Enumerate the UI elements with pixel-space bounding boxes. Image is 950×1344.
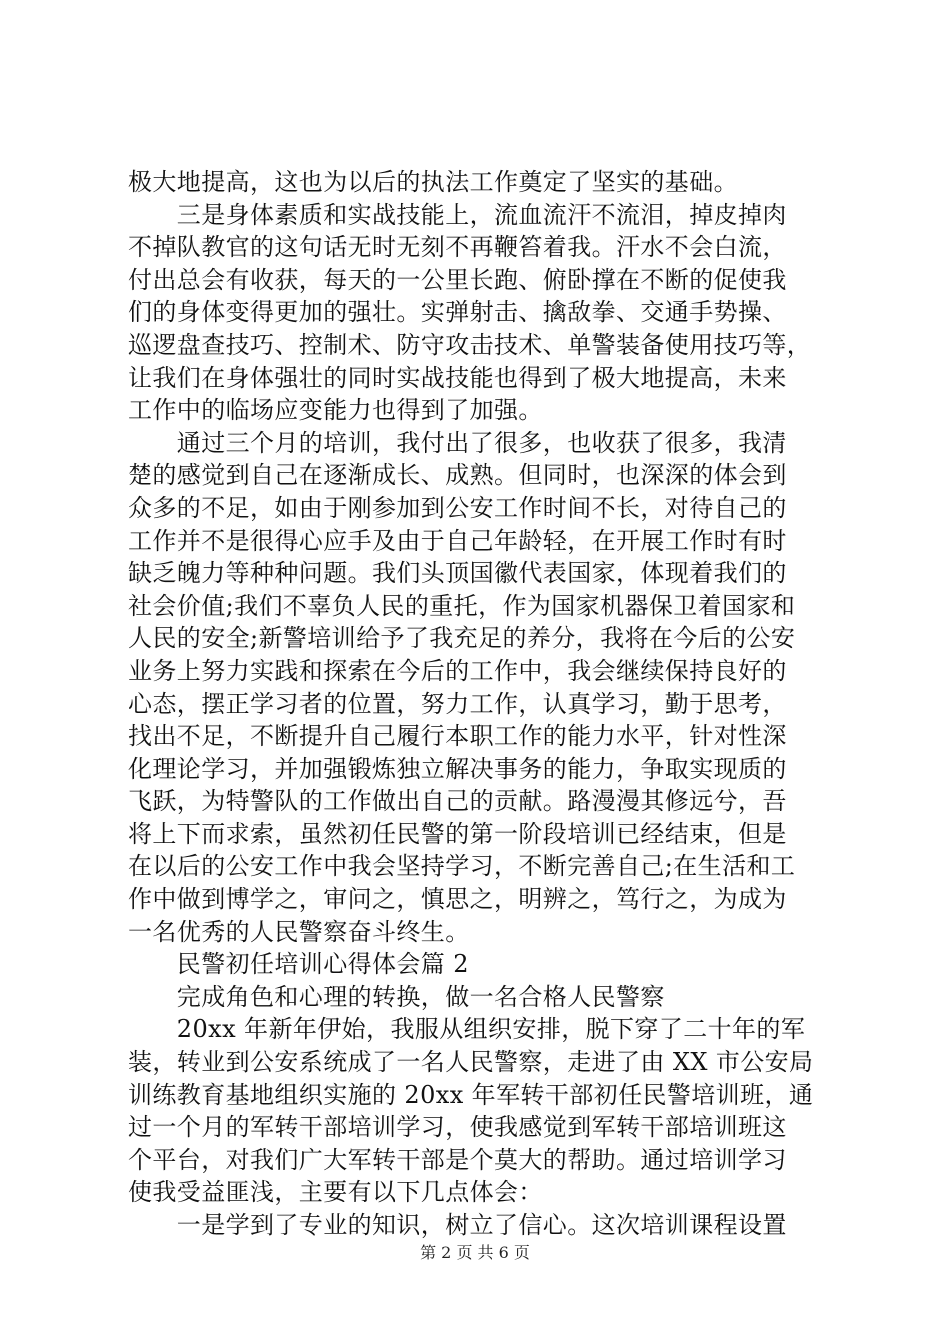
section-subtitle: 完成角色和心理的转换，做一名合格人民警察	[128, 982, 665, 1011]
text-line: 装，转业到公安系统成了一名人民警察，走进了由 XX 市公安局	[128, 1048, 814, 1077]
text-line: 楚的感觉到自己在逐渐成长、成熟。但同时，也深深的体会到	[128, 461, 787, 490]
text-line: 找出不足，不断提升自己履行本职工作的能力水平，针对性深	[128, 722, 787, 751]
text-line: 社会价值;我们不辜负人民的重托，作为国家机器保卫着国家和	[128, 591, 796, 620]
body-text	[128, 166, 832, 1242]
text-line: 不掉队教官的这句话无时无刻不再鞭笞着我。汗水不会白流，	[128, 233, 787, 262]
text-line: 作中做到博学之，审问之，慎思之，明辨之，笃行之，为成为	[128, 885, 787, 914]
text-line: 过一个月的军转干部培训学习，使我感觉到军转干部培训班这	[128, 1113, 787, 1142]
text-line: 众多的不足，如由于刚参加到公安工作时间不长，对待自己的	[128, 493, 787, 522]
text-line: 20xx 年新年伊始，我服从组织安排，脱下穿了二十年的军	[128, 1015, 806, 1044]
text-line: 三是身体素质和实战技能上，流血流汗不流泪，掉皮掉肉	[128, 200, 787, 229]
section-heading: 民警初任培训心得体会篇 2	[128, 950, 469, 979]
text-line: 付出总会有收获，每天的一公里长跑、俯卧撑在不断的促使我	[128, 265, 787, 294]
text-line: 化理论学习，并加强锻炼独立解决事务的能力，争取实现质的	[128, 754, 787, 783]
text-line: 一名优秀的人民警察奋斗终生。	[128, 917, 470, 946]
text-line: 将上下而求索，虽然初任民警的第一阶段培训已经结束，但是	[128, 819, 787, 848]
text-line: 通过三个月的培训，我付出了很多，也收获了很多，我清	[128, 428, 787, 457]
text-line: 巡逻盘查技巧、控制术、防守攻击技术、单警装备使用技巧等，	[128, 330, 812, 359]
page-footer	[0, 1243, 950, 1263]
text-line: 心态，摆正学习者的位置，努力工作，认真学习，勤于思考，	[128, 689, 787, 718]
text-line: 业务上努力实践和探索在今后的工作中，我会继续保持良好的	[128, 656, 787, 685]
text-line: 在以后的公安工作中我会坚持学习，不断完善自己;在生活和工	[128, 852, 796, 881]
text-line: 缺乏魄力等种种问题。我们头顶国徽代表国家，体现着我们的	[128, 559, 787, 588]
text-line: 让我们在身体强壮的同时实战技能也得到了极大地提高，未来	[128, 363, 787, 392]
text-line: 极大地提高，这也为以后的执法工作奠定了坚实的基础。	[128, 168, 738, 196]
text-line: 人民的安全;新警培训给予了我充足的养分，我将在今后的公安	[128, 624, 796, 653]
text-line: 工作中的临场应变能力也得到了加强。	[128, 396, 543, 425]
text-line: 们的身体变得更加的强壮。实弹射击、擒敌拳、交通手势操、	[128, 298, 787, 327]
text-line: 一是学到了专业的知识，树立了信心。这次培训课程设置	[128, 1211, 787, 1239]
page-number: 第 2 页 共 6 页	[420, 1243, 530, 1262]
text-line: 工作并不是很得心应手及由于自己年龄轻，在开展工作时有时	[128, 526, 787, 555]
text-line: 训练教育基地组织实施的 20xx 年军转干部初任民警培训班，通	[128, 1080, 814, 1109]
text-line: 个平台，对我们广大军转干部是个莫大的帮助。通过培训学习	[128, 1145, 787, 1174]
text-line: 飞跃，为特警队的工作做出自己的贡献。路漫漫其修远兮，吾	[128, 787, 787, 816]
text-line: 使我受益匪浅，主要有以下几点体会：	[128, 1178, 543, 1207]
